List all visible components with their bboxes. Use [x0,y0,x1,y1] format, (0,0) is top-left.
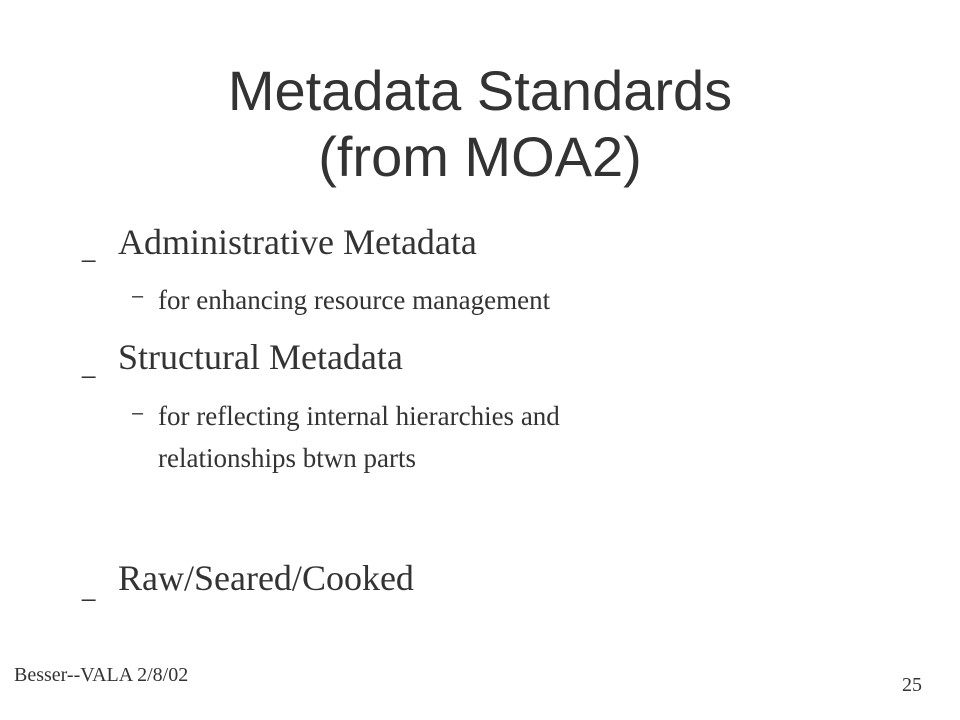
bullet-marker: _ [82,236,96,263]
sub-bullet-marker: – [132,402,144,424]
bullet-administrative-metadata: Administrative Metadata [118,222,477,262]
page-number: 25 [902,674,922,696]
bullet-raw-seared-cooked: Raw/Seared/Cooked [118,558,414,598]
footer-author-date: Besser--VALA 2/8/02 [14,664,189,686]
sub-bullet-internal-hierarchies-line-2: relationships btwn parts [158,443,416,473]
bullet-marker: _ [82,575,96,602]
sub-bullet-resource-management: for enhancing resource management [158,285,551,315]
sub-bullet-internal-hierarchies-line-1: for reflecting internal hierarchies and [158,401,560,431]
slide-title-line-1: Metadata Standards [227,59,733,122]
bullet-structural-metadata: Structural Metadata [118,337,403,377]
slide-title [0,58,960,190]
slide-title-line-2: (from MOA2) [318,125,642,188]
sub-bullet-marker: – [132,285,144,307]
bullet-marker: _ [82,352,96,379]
